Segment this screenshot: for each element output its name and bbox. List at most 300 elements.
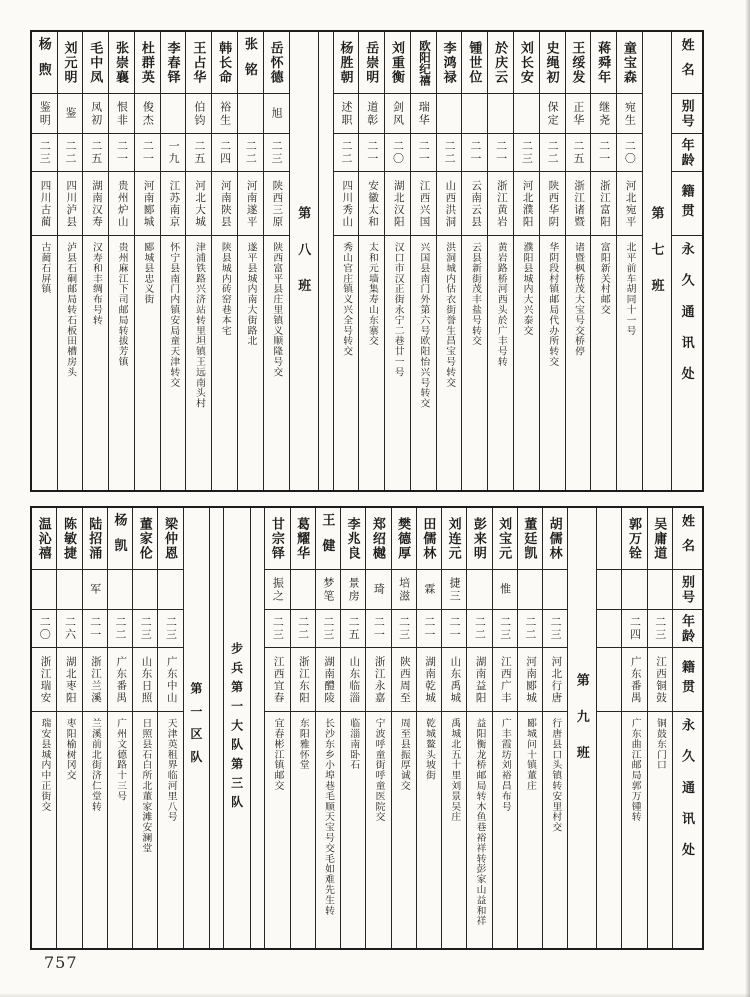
person-native-place: 四川古蔺 [39, 179, 51, 228]
address-cell [617, 236, 642, 490]
person-name: 杨胜朝 [338, 40, 354, 85]
person-address: 天津英租界临河里八号 [165, 718, 177, 822]
person-age: 二三 [38, 140, 51, 165]
name-cell [83, 32, 108, 94]
person-name: 陈敏捷 [62, 516, 77, 561]
person-address: 郾城县忠义街 [142, 242, 154, 305]
person-age: 二〇 [391, 140, 404, 165]
person-column [290, 508, 315, 948]
address-cell [437, 236, 462, 490]
person-column [340, 508, 365, 948]
header-age-cell [673, 610, 702, 648]
age-cell [186, 134, 211, 172]
person-name: 李春铎 [165, 40, 181, 85]
person-age: 二三 [164, 616, 177, 641]
address-cell [212, 236, 237, 490]
person-name: 彭来明 [471, 516, 487, 561]
person-address: 临淄南卧石 [348, 718, 360, 770]
native-place-cell [540, 172, 565, 236]
alias-cell [32, 94, 57, 134]
person-alias: 惟 [498, 583, 511, 596]
person-age: 二二 [244, 140, 257, 165]
person-age: 二四 [218, 140, 231, 165]
header-name-cell [673, 508, 702, 570]
person-column [647, 508, 672, 948]
alias-cell [488, 94, 513, 134]
age-cell [392, 610, 416, 648]
person-name: 刘宝元 [497, 516, 513, 561]
person-column [82, 32, 108, 490]
scan-edge-artifact [0, 993, 750, 997]
address-cell [83, 236, 108, 490]
unit-divider [223, 508, 249, 948]
person-native-place: 山西洪洞 [444, 179, 456, 228]
person-address: 怀宁县南门内镇安局童天津转交 [168, 242, 180, 388]
person-native-place: 广东番禺 [629, 655, 641, 704]
person-name: 韩长命 [217, 40, 233, 85]
age-cell [622, 610, 646, 648]
person-name: 董廷凯 [522, 516, 538, 561]
native-place-cell [366, 648, 390, 712]
person-alias: 道彰 [365, 100, 378, 127]
person-native-place: 江西宜春 [272, 655, 284, 704]
person-name: 刘元明 [62, 40, 78, 85]
age-cell [341, 610, 365, 648]
address-cell [462, 236, 487, 490]
address-cell [540, 236, 565, 490]
alias-cell [57, 570, 81, 610]
person-alias: 保定 [546, 100, 559, 127]
person-column [416, 508, 441, 948]
person-name: 刘长安 [518, 40, 534, 85]
alias-cell [617, 94, 642, 134]
person-age: 二三 [520, 140, 533, 165]
person-native-place: 浙江富阳 [598, 179, 610, 228]
person-native-place: 江苏南京 [168, 179, 180, 228]
native-place-cell [341, 648, 365, 712]
person-address: 瑞安县城内中正街交 [39, 718, 51, 812]
native-place-cell [109, 172, 134, 236]
person-native-place: 河南郾城 [525, 655, 537, 704]
person-native-place: 陕西周至 [398, 655, 410, 704]
person-name: 梁仲恩 [163, 516, 178, 561]
age-cell [514, 134, 539, 172]
person-native-place: 广东中山 [165, 655, 177, 704]
person-age: 二二 [296, 616, 309, 641]
age-cell [417, 610, 441, 648]
native-place-cell [442, 648, 466, 712]
native-place-cell [32, 172, 57, 236]
person-name: 张铭 [242, 37, 258, 88]
alias-cell [83, 94, 108, 134]
person-column [492, 508, 517, 948]
name-cell [135, 32, 160, 94]
age-cell [359, 134, 384, 172]
age-cell [135, 134, 160, 172]
person-alias: 旭 [270, 107, 283, 120]
address-cell [566, 236, 591, 490]
person-name: 锺世位 [467, 40, 483, 85]
person-address: 陕县城内砖窑巷本宅 [219, 242, 231, 336]
register-band-bottom [30, 506, 704, 950]
person-alias: 军 [88, 583, 101, 596]
alias-cell [238, 94, 263, 134]
alias-cell [597, 570, 621, 610]
person-address: 郾城问十镇董庄 [525, 718, 537, 791]
person-native-place: 陕西华阴 [547, 179, 559, 228]
age-cell [366, 610, 390, 648]
name-cell [109, 32, 134, 94]
name-cell [392, 508, 416, 570]
person-native-place: 湖南醴陵 [323, 655, 335, 704]
age-cell [109, 134, 134, 172]
person-native-place: 江西兴国 [418, 179, 430, 228]
alias-cell [518, 570, 542, 610]
name-cell [417, 508, 441, 570]
person-address: 汉口市汉正街永宁二巷廿一号 [392, 242, 404, 378]
name-cell [212, 32, 237, 94]
age-cell [83, 134, 108, 172]
age-cell [265, 610, 289, 648]
divider-label: 第八班 [296, 206, 312, 316]
address-cell [316, 712, 340, 948]
native-place-cell [359, 172, 384, 236]
person-column [539, 32, 565, 490]
person-address: 贵州麻江下司邮局转拔芳镇 [116, 242, 128, 367]
alias-cell [392, 570, 416, 610]
header-native-label: 籍贯 [679, 184, 695, 223]
name-cell [334, 32, 359, 94]
person-age: 二二 [546, 140, 559, 165]
person-name: 刘连元 [446, 516, 462, 561]
person-alias: 述职 [340, 100, 352, 127]
person-name: 杨凯 [112, 513, 128, 564]
address-cell [57, 712, 81, 948]
person-age: 一九 [167, 140, 180, 165]
age-cell [161, 134, 186, 172]
header-alias-cell [673, 570, 702, 610]
address-cell [417, 712, 441, 948]
alias-cell [135, 94, 160, 134]
address-cell [411, 236, 436, 490]
address-cell [158, 712, 182, 948]
native-place-cell [57, 648, 81, 712]
person-alias: 培滋 [397, 576, 410, 603]
class-divider [567, 508, 596, 948]
divider-label: 第九班 [574, 673, 590, 783]
person-native-place: 广东番禺 [115, 655, 127, 704]
age-cell [467, 610, 491, 648]
header-name-label: 姓名 [679, 513, 695, 564]
person-column [391, 508, 416, 948]
age-cell [518, 610, 542, 648]
person-address: 长沙东乡小埠巷毛顺天宝号交毛如难先生转 [323, 718, 335, 916]
person-native-place: 山东日照 [140, 655, 152, 704]
person-address: 富阳新关村邮交 [598, 242, 610, 315]
person-column [517, 508, 542, 948]
alias-cell [566, 94, 591, 134]
person-name: 杜群英 [139, 40, 155, 85]
name-cell [648, 508, 672, 570]
person-alias: 霖 [422, 583, 435, 596]
person-age: 二二 [64, 140, 77, 165]
person-native-place: 湖北汉阳 [392, 179, 404, 228]
person-name: 陆招涌 [87, 516, 103, 561]
person-column [160, 32, 186, 490]
person-address: 云县新街茂丰盐号转交 [469, 242, 481, 346]
address-cell [186, 236, 211, 490]
person-native-place: 江西铜鼓 [655, 655, 667, 704]
person-alias: 景房 [347, 576, 360, 603]
native-place-cell [488, 172, 513, 236]
person-column [263, 32, 289, 490]
alias-cell [108, 570, 132, 610]
person-column [365, 508, 390, 948]
person-native-place: 河南陕县 [219, 179, 231, 228]
person-native-place: 河北濮阳 [521, 179, 533, 228]
native-place-cell [186, 172, 211, 236]
address-cell [392, 712, 416, 948]
person-address: 洪洞城内估衣街誉生昌宝号转交 [444, 242, 456, 388]
native-place-cell [32, 648, 56, 712]
person-age: 二五 [571, 140, 584, 165]
person-address: 宜春彬江镇邮交 [272, 718, 284, 791]
person-native-place: 河北宛平 [624, 179, 636, 228]
person-native-place: 河北行唐 [550, 655, 562, 704]
name-cell [108, 508, 132, 570]
person-alias: 捷三 [448, 576, 461, 603]
spacer-column [209, 508, 223, 948]
address-cell [161, 236, 186, 490]
person-column [358, 32, 384, 490]
class-divider [642, 32, 671, 490]
name-cell [32, 32, 57, 94]
person-age: 二三 [270, 140, 283, 165]
person-address: 枣阳榆树冈交 [64, 718, 76, 781]
person-name: 田儒林 [421, 516, 437, 561]
alias-cell [437, 94, 462, 134]
native-place-cell [135, 172, 160, 236]
person-native-place: 河南遂平 [245, 179, 257, 228]
person-native-place: 四川秀山 [341, 179, 353, 228]
person-age: 二二 [473, 616, 486, 641]
person-column [621, 508, 646, 948]
person-native-place: 湖南汉寿 [91, 179, 103, 228]
person-name: 张崇襄 [114, 40, 130, 85]
person-column [134, 32, 160, 490]
person-alias: 裕生 [218, 100, 231, 127]
person-name: 温沁禧 [36, 516, 52, 561]
column-headers [671, 32, 702, 490]
address-cell [133, 712, 157, 948]
person-name: 史绳初 [544, 40, 560, 85]
alias-cell [417, 570, 441, 610]
alias-cell [648, 570, 672, 610]
person-column [616, 32, 642, 490]
alias-cell [591, 94, 616, 134]
person-address: 日照县石白所北董家滩安澜堂 [140, 718, 152, 854]
age-cell [597, 610, 621, 648]
age-cell [32, 610, 56, 648]
native-place-cell [133, 648, 157, 712]
alias-cell [186, 94, 211, 134]
name-cell [385, 32, 410, 94]
person-native-place: 四川泸县 [65, 179, 77, 228]
person-name: 杨煦 [36, 37, 52, 88]
person-age: 二三 [321, 616, 334, 641]
name-cell [597, 508, 621, 570]
person-native-place: 浙江兰溪 [90, 655, 101, 704]
age-cell [411, 134, 436, 172]
person-name: 蒋舜年 [596, 40, 612, 85]
person-age: 二三 [549, 616, 562, 641]
person-column [82, 508, 107, 948]
person-address: 兴国县南门外第六号欧阳怡兴号转交 [418, 242, 430, 409]
person-age: 二一 [417, 140, 430, 165]
native-place-cell [108, 648, 132, 712]
name-cell [437, 32, 462, 94]
header-name-cell [672, 32, 702, 94]
address-cell [622, 712, 646, 948]
alias-cell [133, 570, 157, 610]
native-place-cell [417, 648, 441, 712]
person-address: 益阳衡龙桥邮局转木鱼巷裕祥转彭家山益和祥 [474, 718, 486, 926]
person-address: 宁波呼童街呼童医院交 [373, 718, 385, 822]
age-cell [32, 134, 57, 172]
person-address: 行唐县口头镇转安里村交 [550, 718, 562, 833]
person-name: 吴庸道 [652, 516, 668, 561]
native-place-cell [514, 172, 539, 236]
header-address-cell [672, 236, 702, 490]
person-alias: 凤初 [89, 100, 102, 127]
person-column [384, 32, 410, 490]
person-age: 二一 [365, 140, 378, 165]
scan-edge-artifact [745, 0, 750, 997]
person-alias: 瑞华 [417, 100, 430, 127]
address-cell [109, 236, 134, 490]
age-cell [437, 134, 462, 172]
person-native-place: 河南郾城 [142, 179, 154, 228]
address-cell [238, 236, 263, 490]
person-age: 二二 [114, 616, 126, 641]
header-alias-label: 别号 [679, 98, 695, 129]
person-address: 东阳雅怀堂 [297, 718, 309, 770]
person-name: 童宝森 [621, 40, 637, 85]
person-name: 王占华 [191, 40, 207, 85]
person-alias: 正华 [571, 100, 584, 127]
address-cell [385, 236, 410, 490]
name-cell [133, 508, 157, 570]
person-age: 二〇 [623, 140, 636, 165]
name-cell [493, 508, 517, 570]
alias-cell [161, 94, 186, 134]
name-cell [158, 508, 182, 570]
person-address: 禹城北五十里刘景吴庄 [449, 718, 461, 822]
person-age: 二三 [397, 616, 410, 641]
person-age: 二二 [523, 616, 536, 641]
header-name-label: 姓名 [679, 37, 695, 88]
alias-cell [109, 94, 134, 134]
person-name: 王绥发 [570, 40, 586, 85]
person-column [237, 32, 263, 490]
name-cell [540, 32, 565, 94]
person-address: 广州文德路十三号 [115, 718, 127, 802]
person-address: 陕西富平县庄里镇义顺隆号交 [271, 242, 283, 378]
alias-cell [442, 570, 466, 610]
native-place-cell [467, 648, 491, 712]
name-cell [341, 508, 365, 570]
person-name: 欧阳纪禧 [418, 39, 431, 86]
address-cell [597, 712, 621, 948]
native-place-cell [158, 648, 182, 712]
person-column [211, 32, 237, 490]
person-alias: 鉴 [64, 107, 77, 120]
address-cell [58, 236, 83, 490]
person-column [107, 508, 132, 948]
native-place-cell [411, 172, 436, 236]
name-cell [566, 32, 591, 94]
person-column [466, 508, 491, 948]
person-address: 太和元墙集寿山东寨交 [366, 242, 378, 346]
name-cell [265, 508, 289, 570]
age-cell [158, 610, 182, 648]
person-address: 津浦铁路兴济站转里坦镇王远南头村 [193, 242, 205, 409]
person-column [132, 508, 157, 948]
address-cell [32, 236, 57, 490]
person-native-place: 贵州炉山 [116, 179, 128, 228]
address-cell [265, 712, 289, 948]
person-age: 二五 [192, 140, 205, 165]
age-cell [488, 134, 513, 172]
name-cell [366, 508, 390, 570]
person-column [513, 32, 539, 490]
divider-label: 第一区队 [188, 682, 203, 774]
class-divider [289, 32, 318, 490]
person-alias: 琦 [372, 583, 385, 596]
age-cell [334, 134, 359, 172]
person-native-place: 湖南乾城 [424, 655, 436, 704]
name-cell [518, 508, 542, 570]
person-address: 铜鼓东门口 [654, 718, 666, 770]
native-place-cell [58, 172, 83, 236]
address-cell [442, 712, 466, 948]
alias-cell [411, 94, 436, 134]
native-place-cell [83, 172, 108, 236]
name-cell [316, 508, 340, 570]
age-cell [648, 610, 672, 648]
person-name: 樊德厚 [396, 516, 412, 561]
native-place-cell [316, 648, 340, 712]
name-cell [622, 508, 646, 570]
person-native-place: 河北大城 [194, 179, 206, 228]
person-alias: 俊杰 [141, 100, 154, 127]
age-cell [617, 134, 642, 172]
alias-cell [316, 570, 340, 610]
address-cell [135, 236, 160, 490]
person-column [32, 32, 57, 490]
person-native-place: 湖南益阳 [474, 655, 486, 704]
age-cell [566, 134, 591, 172]
alias-cell [385, 94, 410, 134]
person-address: 古蔺石屏镇 [39, 242, 51, 294]
native-place-cell [566, 172, 591, 236]
age-cell [493, 610, 517, 648]
header-age-cell [672, 134, 702, 172]
person-address: 北平前车胡同十一号 [624, 242, 636, 336]
native-place-cell [212, 172, 237, 236]
address-cell [648, 712, 672, 948]
person-column [56, 508, 81, 948]
